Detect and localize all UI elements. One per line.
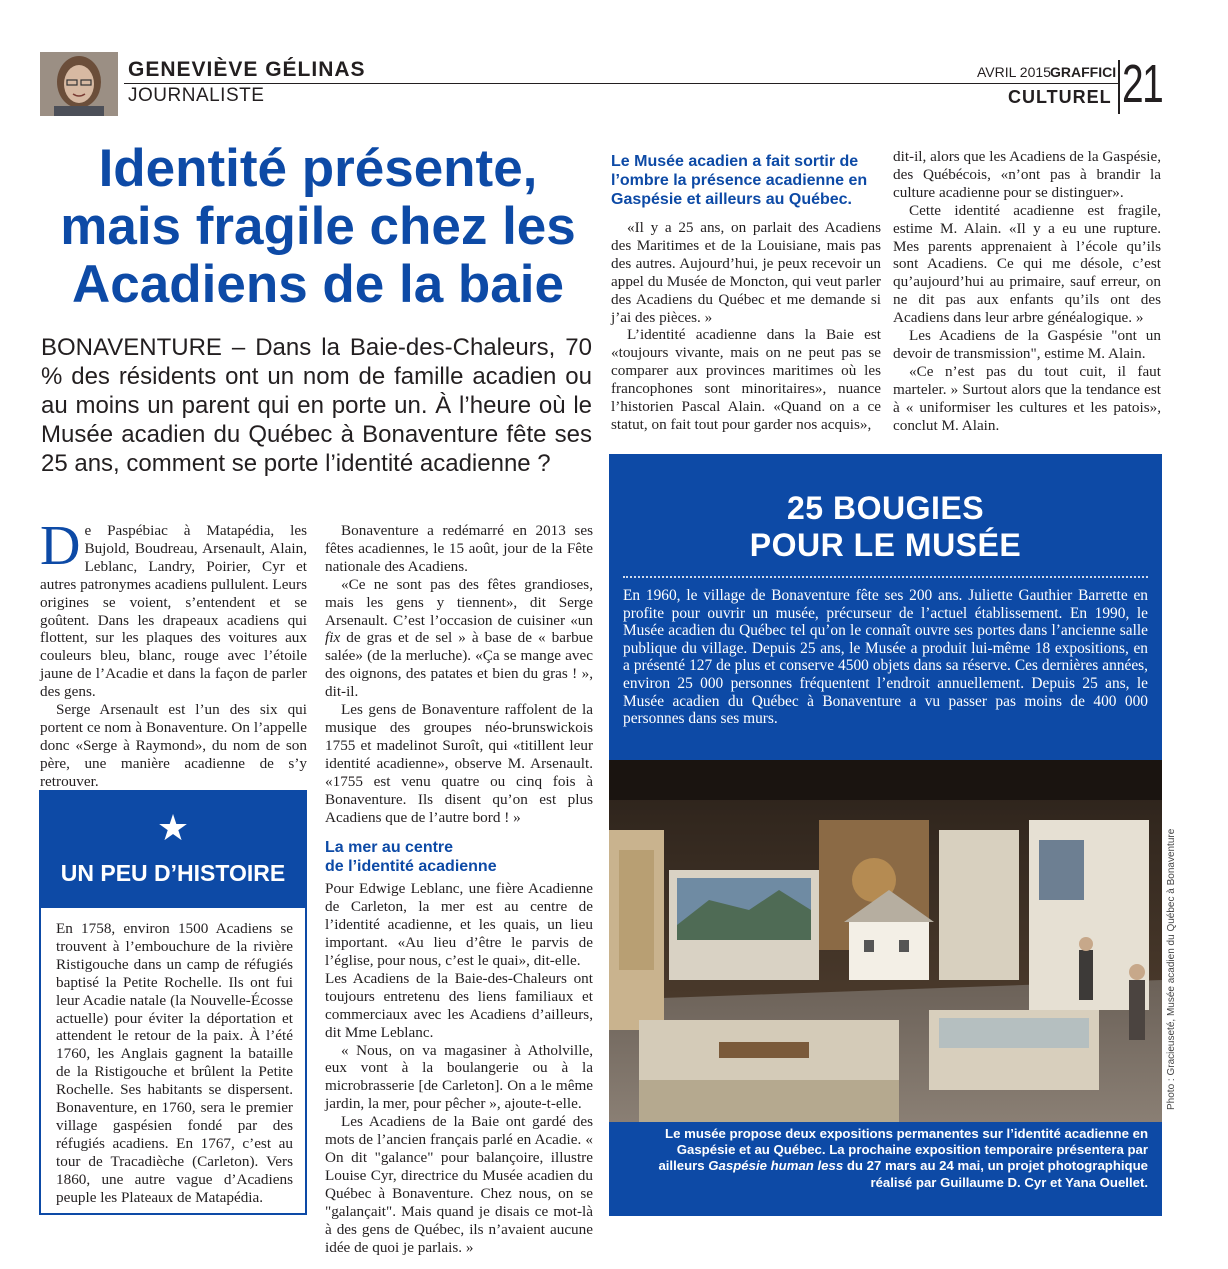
- subhead-line: La mer au centre: [325, 839, 454, 857]
- author-role: JOURNALISTE: [128, 85, 265, 106]
- history-box-title: UN PEU D’HISTOIRE: [60, 860, 286, 886]
- subhead: [325, 838, 593, 876]
- section-label: CULTUREL: [1008, 87, 1112, 107]
- page-number: 21: [1122, 54, 1163, 114]
- paragraph: «Ce n’est pas du tout cuit, il faut marteler. » Surtout alors que la tendance est à « uniformiser les cultures et les patois», conclut M. Alain.: [893, 362, 1161, 434]
- paragraph: e Paspébiac à Matapédia, les Bujold, Boudreau, Arsenault, Alain, Leblanc, Landry, Poirier, Cyr et autres patronymes acadiens pullulent. Leurs origines se voient, s’entendent et se goûtent. Dans les drapeaux acadiens qui flottent, sur les plaques des voitures aux couleurs bleu, blanc, rouge avec l’étoile jaune de l’Acadie et dans la façon de parler des gens.: [40, 522, 307, 701]
- text-run: de gras et de sel » à base de « barbue salée» (de la merluche). «Ça se mange avec des oignons, des patates et bien du gras ! », dit-il.: [325, 629, 593, 701]
- publication-name: GRAFFICI: [1050, 64, 1117, 80]
- paragraph: Les Acadiens de la Gaspésie "ont un devoir de transmission", estime M. Alain.: [893, 327, 1161, 362]
- photo-caption-box: [609, 1122, 1162, 1216]
- paragraph: Les gens de Bonaventure raffolent de la musique des groupes néo-brunswickois 1755 et madelinot Suroît, qui «titillent leur identité acadienne», observe M. Arsenault. «1755 est venu quatre ou cinq fois à Bonaventure. Ils disent qu’on est plus Acadiens que de l’autre bord ! »: [325, 701, 593, 826]
- paragraph: [325, 576, 593, 701]
- title-line: 25 BOUGIES: [786, 490, 985, 526]
- caption-italic-title: Gaspésie human less: [708, 1158, 844, 1174]
- history-box-body: [56, 920, 293, 1207]
- anniversary-box-body: En 1960, le village de Bonaventure fête ses 200 ans. Juliette Gauthier Barrette en profite pour ouvrir un musée, précurseur de l’actuel établissement. En 1990, le Musée acadien du Québec tel qu’on le connaît ouvre ses portes dans l’ancienne salle publique du village. Depuis 25 ans, le Musée a produit lui-même 18 expositions, en a présenté 127 de plus et conserve 4500 objets dans sa réserve. Ces dernières années, environ 25 000 personnes fréquentent l’endroit annuellement. Depuis 25 ans, le Musée acadien du Québec à Bonaventure a vu passer pas moins de 400 000 personnes dans ses murs.: [623, 587, 1148, 728]
- subhead: Le Musée acadien a fait sortir de l’ombre la présence acadienne en Gaspésie et ailleurs au Québec.: [611, 153, 868, 208]
- paragraph: Cette identité acadienne est fragile, estime M. Alain. «Il y a eu une rupture. Mes parents apprenaient à l’école qu’ils sont Acadiens. Ce qui me désole, c’est qu’aujourd’hui au primaire, sauf erreur, on ne dit pas aux enfants qu’ils ont des Acadiens dans leur arbre généalogique. »: [893, 201, 1161, 327]
- italic-term: fix: [325, 629, 341, 647]
- history-box-header: [39, 790, 307, 906]
- issue-date: AVRIL 2015: [977, 64, 1051, 80]
- author-photo: [40, 52, 118, 116]
- paragraph: Pour Edwige Leblanc, une fière Acadienne de Carleton, la mer est au centre de l’identité acadienne, et les quais, un lieu important. «Au lieu d’être le parvis de l’église, pour nous, c’est le quai», dit-elle.: [325, 880, 593, 970]
- museum-photo: [609, 760, 1162, 1122]
- paragraph: Bonaventure a redémarré en 2013 ses fêtes acadiennes, le 15 août, jour de la Fête nationale des Acadiens.: [325, 522, 593, 575]
- dotted-divider: [623, 576, 1148, 578]
- author-name: GENEVIÈVE GÉLINAS: [128, 58, 366, 81]
- anniversary-box-title: [609, 490, 1162, 564]
- caption-text: Le musée propose deux expositions permanentes sur l’identité acadienne en Gaspésie et au Québec. La prochaine exposition temporaire présentera par ailleurs: [658, 1126, 1148, 1174]
- paragraph: En 1758, environ 1500 Acadiens se trouvent à l’embouchure de la rivière Ristigouche dans un camp de réfugiés baptisé la Petite Rochelle. Ils ont fui leur Acadie natale (la Nouvelle-Écosse actuelle) pour éviter la déportation et attendent le retour de la paix. À l’été 1760, les Anglais gagnent la bataille de la Ristigouche et brûlent la Petite Rochelle. Ses habitants se dispersent. Bonaventure, en 1760, sera le premier village gaspésien fondé par des réfugiés acadiens. En 1767, c’est au tour de Tracadièche (Carleton). Vers 1860, une autre vague d’Acadiens peuple les Plateaux de Matapédia.: [56, 920, 293, 1206]
- star-icon: ★: [156, 807, 190, 848]
- paragraph: L’identité acadienne dans la Baie est «toujours vivante, mais on ne peut pas se comparer aux provinces maritimes où les francophones sont minoritaires», nuance l’historien Pascal Alain. «Quand on a ce statut, on fait tout pour garder nos acquis»,: [611, 326, 881, 433]
- drop-cap: D: [40, 515, 81, 577]
- article-column-4: [893, 148, 1161, 435]
- article-column-2: [325, 522, 593, 1256]
- header-rule: [124, 83, 1119, 84]
- article-column-3: [611, 219, 881, 434]
- paragraph: « Nous, on va magasiner à Atholville, eux vont à la boulangerie ou à la microbrasserie [de Carleton]. On a le même jardin, la mer, pour pêcher », ajoute-t-elle.: [325, 1041, 593, 1113]
- subhead-line: de l’identité acadienne: [325, 858, 497, 876]
- photo-credit: Photo : Gracieuseté, Musée acadien du Québec à Bonaventure: [1166, 828, 1177, 1110]
- headline: Identité présente, mais fragile chez les Acadiens de la baie: [60, 139, 576, 314]
- paragraph: Les Acadiens de la Baie ont gardé des mots de l’ancien français parlé en Acadie. « On dit "galance" pour balançoire, illustre Louise Cyr, directrice du Musée acadien du Québec à Bonaventure. Chez nous, on se "galançait". Mais quand je disais ce mot-là à des gens de Québec, ils n’avaient aucune idée de quoi je parlais. »: [325, 1113, 593, 1256]
- paragraph: dit-il, alors que les Acadiens de la Gaspésie, des Québécois, «n’ont pas à brandir la culture acadienne pour se distinguer».: [893, 148, 1161, 201]
- anniversary-box: [609, 454, 1162, 760]
- photo-caption: [628, 1126, 1148, 1191]
- text-run: «Ce ne sont pas des fêtes grandioses, mais les gens y tiennent», dit Serge Arsenault. C’est l’occasion de cuisiner «un: [325, 575, 593, 629]
- paragraph: «Il y a 25 ans, on parlait des Acadiens des Maritimes et de la Louisiane, mais pas des autres. Aujourd’hui, je peux recevoir un appel du Musée de Moncton, qui veut parler des Acadiens du Québec et me demande si j’ai des pièces. »: [611, 219, 881, 326]
- paragraph: Serge Arsenault est l’un des six qui portent ce nom à Bonaventure. On l’appelle donc «Serge à Raymond», du nom de son père, une manière acadienne de s’y retrouver.: [40, 701, 307, 790]
- article-column-1: [40, 515, 307, 791]
- paragraph: Les Acadiens de la Baie-des-Chaleurs ont toujours entretenu des liens familiaux et commerciaux avec les Acadiens d’ailleurs, dit Mme Leblanc.: [325, 969, 593, 1041]
- lede: BONAVENTURE – Dans la Baie-des-Chaleurs, 70 % des résidents ont un nom de famille acadien ou au moins un parent qui en porte un. À l’heure où le Musée acadien du Québec à Bonaventure fête ses 25 ans, comment se porte l’identité acadienne ?: [41, 334, 592, 477]
- header-divider: [1118, 60, 1120, 114]
- caption-text: du 27 mars au 24 mai, un projet photographique réalisé par Guillaume D. Cyr et Yana Ouellet.: [843, 1158, 1148, 1190]
- title-line: POUR LE MUSÉE: [749, 527, 1022, 563]
